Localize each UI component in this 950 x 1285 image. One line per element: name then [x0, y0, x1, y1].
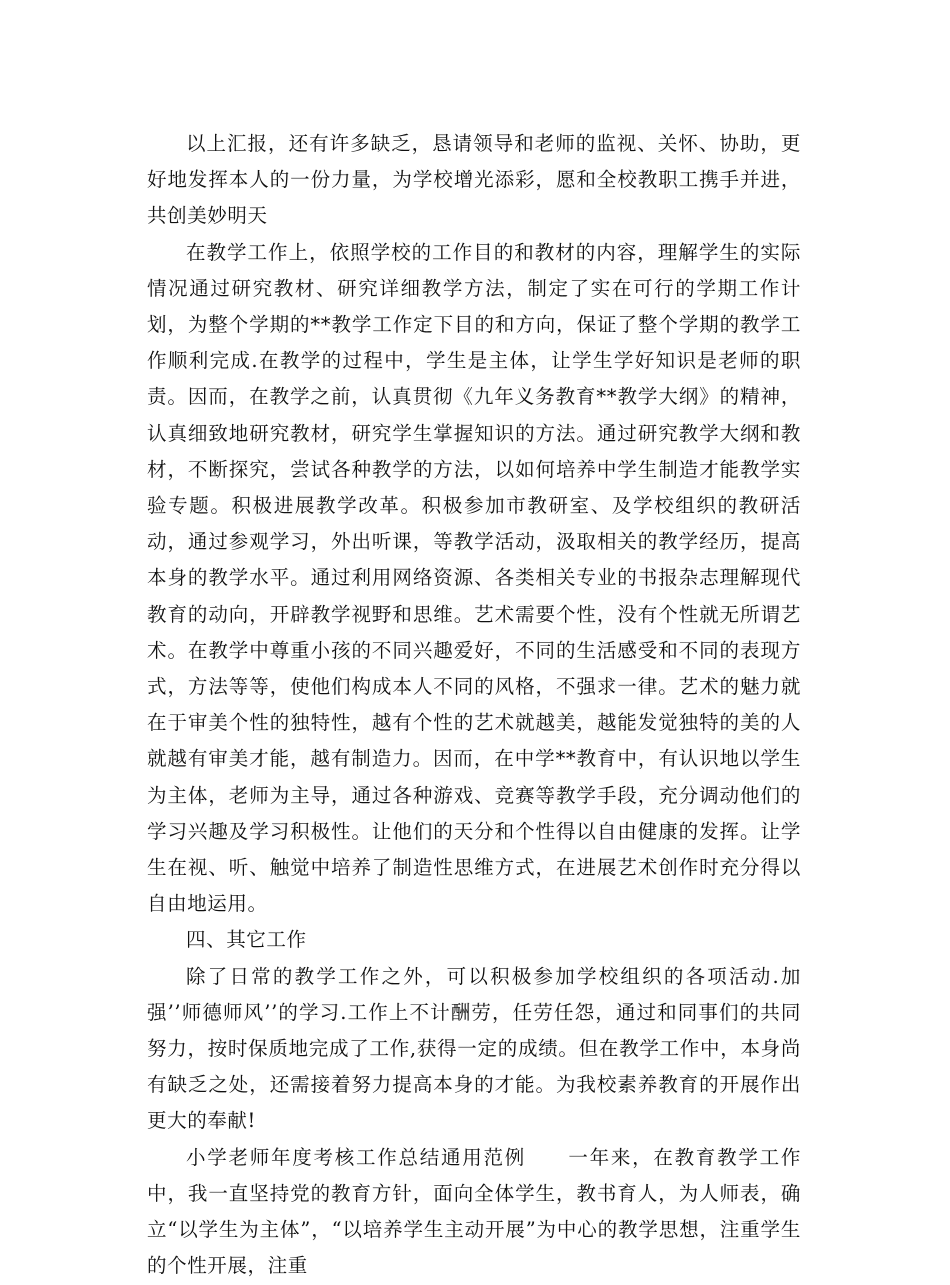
paragraph-annual-summary: 小学老师年度考核工作总结通用范例 一年来，在教育教学工作中，我一直坚持党的教育方针，面向全体学生，教书育人，为人师表，确立“以学生为主体”，“以培养学生主动开展”为中心的教学思想，注重学生的个性开展，注重 [147, 1145, 801, 1278]
paragraph-closing-report: 以上汇报，还有许多缺乏，恳请领导和老师的监视、关怀、协助，更好地发挥本人的一份力量，为学校增光添彩，愿和全校教职工携手并进，共创美妙明天 [147, 132, 801, 228]
document-body [147, 126, 801, 1285]
paragraph-other-work: 除了日常的教学工作之外，可以积极参加学校组织的各项活动.加强’’师德师风’’的学习.工作上不计酬劳，任劳任怨，通过和同事们的共同努力，按时保质地完成了工作,获得一定的成绩。但在教学工作中，本身尚有缺乏之处，还需接着努力提高本身的才能。为我校素养教育的开展作出更大的奉献! [147, 964, 801, 1133]
paragraph-teaching-work: 在教学工作上，依照学校的工作目的和教材的内容，理解学生的实际情况通过研究教材、研究详细教学方法，制定了实在可行的学期工作计划，为整个学期的**教学工作定下目的和方向，保证了整个学期的教学工作顺利完成.在教学的过程中，学生是主体，让学生学好知识是老师的职责。因而，在教学之前，认真贯彻《九年义务教育**教学大纲》的精神，认真细致地研究教材，研究学生掌握知识的方法。通过研究教学大纲和教材，不断探究，尝试各种教学的方法，以如何培养中学生制造才能教学实验专题。积极进展教学改革。积极参加市教研室、及学校组织的教研活动，通过参观学习，外出听课，等教学活动，汲取相关的教学经历，提高本身的教学水平。通过利用网络资源、各类相关专业的书报杂志理解现代教育的动向，开辟教学视野和思维。艺术需要个性，没有个性就无所谓艺术。在教学中尊重小孩的不同兴趣爱好，不同的生活感受和不同的表现方式，方法等等，使他们构成本人不同的风格，不强求一律。艺术的魅力就在于审美个性的独特性，越有个性的艺术就越美，越能发觉独特的美的人就越有审美才能，越有制造力。因而，在中学**教育中，有认识地以学生为主体，老师为主导，通过各种游戏、竞赛等教学手段，充分调动他们的学习兴趣及学习积极性。让他们的天分和个性得以自由健康的发挥。让学生在视、听、触觉中培养了制造性思维方式，在进展艺术创作时充分得以自由地运用。 [147, 240, 801, 916]
section-heading-other-work: 四、其它工作 [186, 928, 307, 952]
